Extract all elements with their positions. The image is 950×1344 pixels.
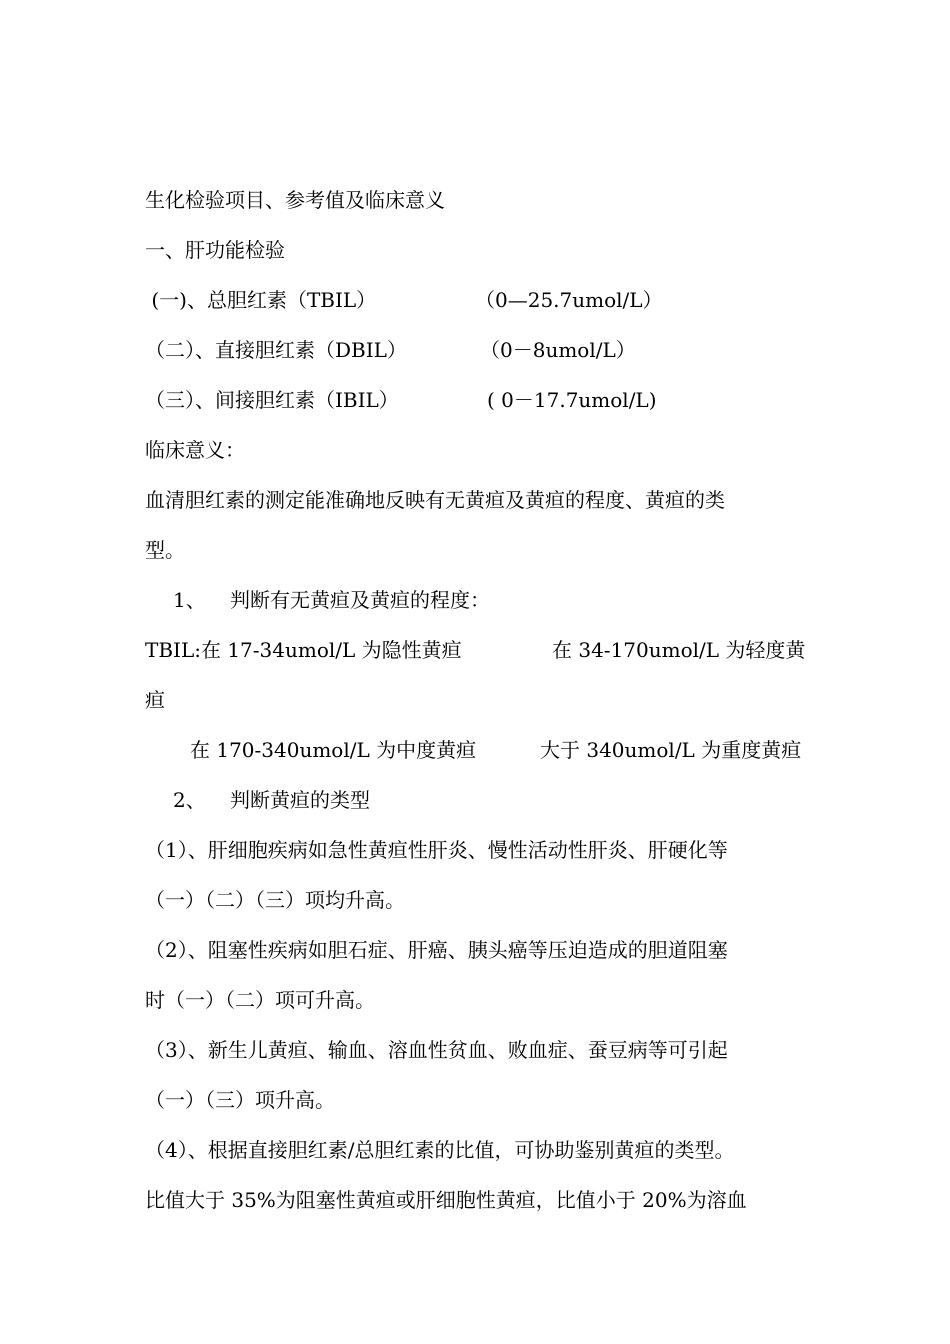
point-1 xyxy=(145,585,490,615)
tbil-grade-moderate: 在 170-340umol/L 为中度黄疸 xyxy=(190,738,477,762)
item-ibil-range: ( 0－17.7umol/L) xyxy=(487,388,657,412)
item-dbil-label: （二）、直接胆红素（DBIL） xyxy=(145,338,407,362)
point-2-text: 判断黄疸的类型 xyxy=(230,788,370,812)
item-ibil-label: （三）、间接胆红素（IBIL） xyxy=(145,388,399,412)
item-dbil xyxy=(145,335,636,365)
item-tbil xyxy=(145,285,663,315)
paragraph-line: （1）、肝细胞疾病如急性黄疸性肝炎、慢性活动性肝炎、肝硬化等 xyxy=(145,838,728,862)
point-1-text: 判断有无黄疸及黄疸的程度： xyxy=(230,588,490,612)
tbil-grade-mild: 在 34-170umol/L 为轻度黄 xyxy=(552,638,806,662)
tbil-grade-line-1 xyxy=(145,635,806,665)
paragraph-line: （3）、新生儿黄疸、输血、溶血性贫血、败血症、蚕豆病等可引起 xyxy=(145,1038,728,1062)
point-2-number: 2、 xyxy=(173,788,206,812)
point-1-number: 1、 xyxy=(173,588,206,612)
item-tbil-label: (一)、总胆红素（TBIL） xyxy=(145,288,377,312)
document-title: 生化检验项目、参考值及临床意义 xyxy=(145,188,445,212)
paragraph-line: （4）、根据直接胆红素/总胆红素的比值，可协助鉴别黄疸的类型。 xyxy=(145,1138,735,1162)
intro-line-1: 血清胆红素的测定能准确地反映有无黄疸及黄疸的程度、黄疸的类 xyxy=(145,488,725,512)
clinical-significance-label: 临床意义： xyxy=(145,438,245,462)
tbil-grade-line-2: 疸 xyxy=(145,688,165,712)
item-dbil-range: （0－8umol/L） xyxy=(480,338,636,362)
intro-line-2: 型。 xyxy=(145,538,185,562)
item-ibil xyxy=(145,385,657,415)
tbil-grade-line-3 xyxy=(145,735,802,765)
paragraph-line: （2）、阻塞性疾病如胆石症、肝癌、胰头癌等压迫造成的胆道阻塞 xyxy=(145,938,728,962)
tbil-grade-occult: TBIL:在 17-34umol/L 为隐性黄疸 xyxy=(145,638,462,662)
tbil-grade-severe: 大于 340umol/L 为重度黄疸 xyxy=(540,738,802,762)
paragraph-line: （一）（三）项升高。 xyxy=(145,1088,335,1112)
paragraph-line: （一）（二）（三）项均升高。 xyxy=(145,888,405,912)
item-tbil-range: （0—25.7umol/L） xyxy=(475,288,663,312)
paragraph-line: 比值大于 35%为阻塞性黄疸或肝细胞性黄疸，比值小于 20%为溶血 xyxy=(145,1188,747,1212)
section-heading-liver-function: 一、肝功能检验 xyxy=(145,238,285,262)
paragraph-line: 时（一）（二）项可升高。 xyxy=(145,988,375,1012)
point-2 xyxy=(145,785,370,815)
